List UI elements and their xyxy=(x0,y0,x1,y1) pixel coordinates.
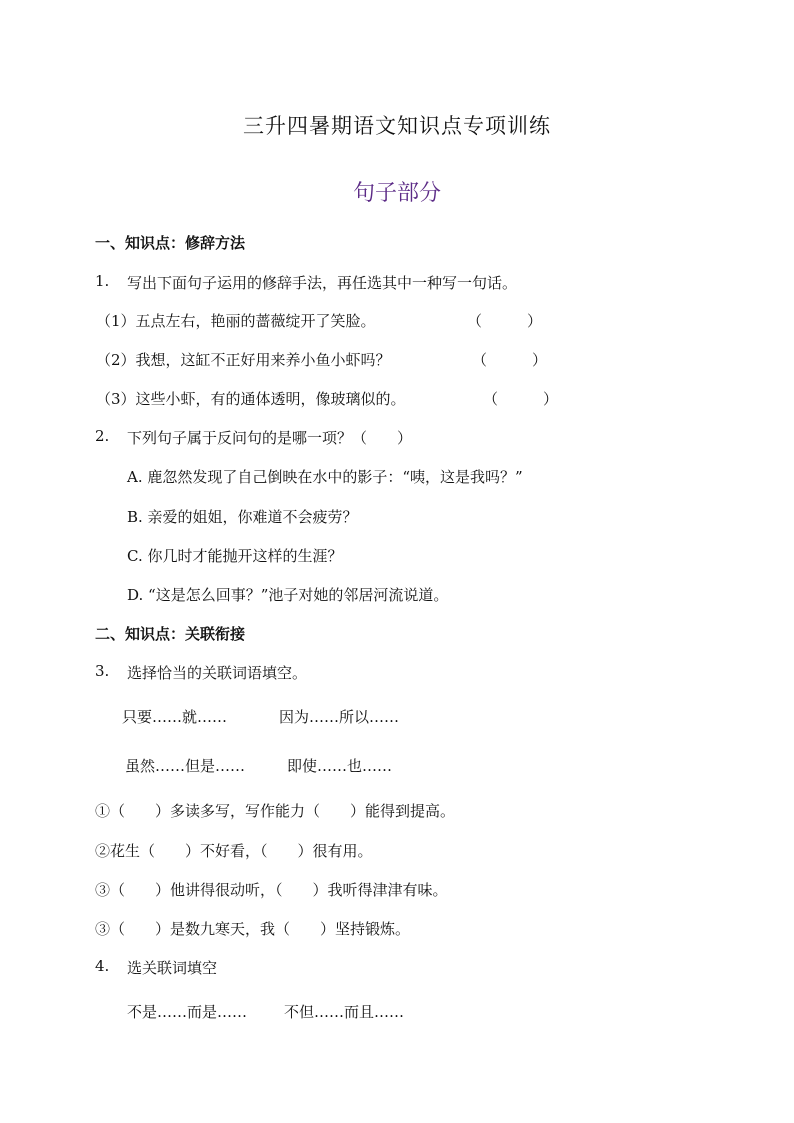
question-number: 1. xyxy=(95,272,110,290)
list-item: （2）我想，这缸不正好用来养小鱼小虾吗？ xyxy=(96,351,391,369)
word-choice: 只要……就…… xyxy=(122,708,228,726)
list-item: ③（ ）是数九寒天，我（ ）坚持锻炼。 xyxy=(95,920,411,938)
option-a[interactable]: A. 鹿忽然发现了自己倒映在水中的影子：“咦，这是我吗？” xyxy=(127,468,523,486)
list-item: ③（ ）他讲得很动听，（ ）我听得津津有味。 xyxy=(95,881,448,899)
section-heading-conjunctions: 二、知识点：关联衔接 xyxy=(95,625,246,643)
option-d[interactable]: D. “这是怎么回事？”池子对她的邻居河流说道。 xyxy=(127,586,449,604)
section-heading-rhetoric: 一、知识点：修辞方法 xyxy=(95,234,246,252)
word-choice: 不但……而且…… xyxy=(284,1003,405,1021)
list-item: ①（ ）多读多写，写作能力（ ）能得到提高。 xyxy=(95,802,456,820)
document-title: 三升四暑期语文知识点专项训练 xyxy=(243,114,551,138)
list-item: （3）这些小虾，有的通体透明，像玻璃似的。 xyxy=(96,390,406,408)
question-number: 4. xyxy=(95,957,110,975)
answer-blank[interactable]: （ ） xyxy=(467,312,543,330)
option-b[interactable]: B. 亲爱的姐姐，你难道不会疲劳？ xyxy=(127,508,358,526)
word-choice: 不是……而是…… xyxy=(127,1003,248,1021)
question-number: 2. xyxy=(95,427,110,445)
word-choice: 虽然……但是…… xyxy=(125,757,246,775)
word-choice: 即使……也…… xyxy=(287,757,393,775)
question-text: 下列句子属于反问句的是哪一项？（ ） xyxy=(127,429,413,447)
word-choice: 因为……所以…… xyxy=(279,708,400,726)
list-item: （1）五点左右，艳丽的蔷薇绽开了笑脸。 xyxy=(96,312,376,330)
answer-blank[interactable]: （ ） xyxy=(472,351,548,369)
option-c[interactable]: C. 你几时才能抛开这样的生涯？ xyxy=(127,547,343,565)
question-text: 选择恰当的关联词语填空。 xyxy=(127,664,308,682)
question-text: 写出下面句子运用的修辞手法，再任选其中一种写一句话。 xyxy=(127,274,518,292)
list-item: ②花生（ ）不好看，（ ）很有用。 xyxy=(95,842,373,860)
section-subtitle: 句子部分 xyxy=(352,181,441,206)
answer-blank[interactable]: （ ） xyxy=(483,390,559,408)
question-text: 选关联词填空 xyxy=(127,959,218,977)
question-number: 3. xyxy=(95,662,110,680)
